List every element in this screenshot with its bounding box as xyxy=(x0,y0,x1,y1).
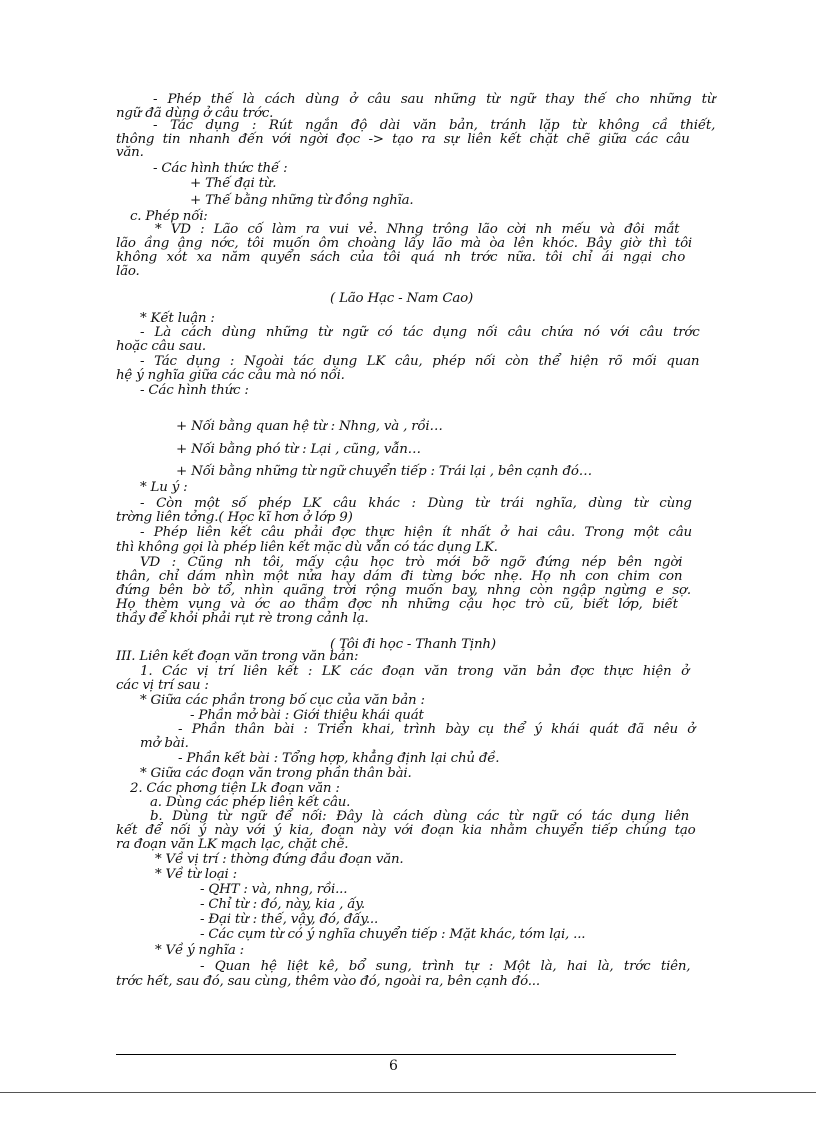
page-bottom-divider xyxy=(0,1092,816,1093)
text-line: - Các hình thức thế : xyxy=(153,161,288,176)
text-line: thông tin nhanh đến với ngời đọc -> tạo ra sự liên kết chặt chẽ giữa các câu xyxy=(116,132,690,147)
text-line: * Giữa các đoạn văn trong phần thân bài. xyxy=(140,766,412,781)
text-line: - Các hình thức : xyxy=(140,383,249,398)
text-line: 2. Các phơng tiện Lk đoạn văn : xyxy=(130,781,340,796)
text-line: đứng bên bờ tổ, nhìn quãng trời rộng muốn bay, nhng còn ngập ngừng e sợ. xyxy=(116,583,691,598)
footer-rule xyxy=(116,1054,676,1055)
text-line: - Đại từ : thế, vậy, đó, đấy... xyxy=(200,912,379,927)
text-line: không xót xa năm quyển sách của tôi quá nh trớc nữa. tôi chỉ ái ngại cho xyxy=(116,250,686,265)
text-line: ngữ đã dùng ở câu trớc. xyxy=(116,106,274,121)
text-line: hệ ý nghĩa giữa các câu mà nó nối. xyxy=(116,368,345,383)
text-line: trớc hết, sau đó, sau cùng, thêm vào đó, ngoài ra, bên cạnh đó... xyxy=(116,974,540,989)
text-line: - Phép thế là cách dùng ở câu sau những từ ngữ thay thế cho những từ xyxy=(153,92,716,107)
text-line: lão ầng ậng nớc, tôi muốn ôm choàng lấy lão mà òa lên khóc. Bây giờ thì tôi xyxy=(116,236,693,251)
text-line: trờng liên tởng.( Học kĩ hơn ở lớp 9) xyxy=(116,510,353,525)
text-line: * Giữa các phần trong bố cục của văn bản : xyxy=(140,693,425,708)
text-line: thân, chỉ dám nhìn một nửa hay dám đi từng bớc nhẹ. Họ nh con chim con xyxy=(116,569,683,584)
text-line: - Quan hệ liệt kê, bổ sung, trình tự : Một là, hai là, trớc tiên, xyxy=(200,959,691,974)
text-line: thì không gọi là phép liên kết mặc dù vẫn có tác dụng LK. xyxy=(116,540,498,555)
text-line: mở bài. xyxy=(140,736,189,751)
text-line: * Về từ loại : xyxy=(155,867,237,882)
text-line: + Nối bằng quan hệ từ : Nhng, và , rồi… xyxy=(176,419,443,434)
text-line: + Nối bằng những từ ngữ chuyển tiếp : Trái lại , bên cạnh đó… xyxy=(176,464,592,479)
text-line: VD : Cũng nh tôi, mấy cậu học trò mới bỡ ngỡ đứng nép bên ngời xyxy=(140,555,683,570)
text-line: - Tác dụng : Ngoài tác dụng LK câu, phép nối còn thể hiện rõ mối quan xyxy=(140,354,700,369)
page-number: 6 xyxy=(389,1058,398,1074)
text-line: - Còn một số phép LK câu khác : Dùng từ trái nghĩa, dùng từ cùng xyxy=(140,496,692,511)
text-line: + Thế đại từ. xyxy=(190,176,277,191)
text-line: + Thế bằng những từ đồng nghĩa. xyxy=(190,193,414,208)
text-line: ra đoạn văn LK mạch lạc, chặt chẽ. xyxy=(116,837,349,852)
text-line: văn. xyxy=(116,145,144,160)
text-line: - Tác dụng : Rút ngắn độ dài văn bản, tránh lặp từ không cầ thiết, xyxy=(153,118,716,133)
text-line: ( Tôi đi học - Thanh Tịnh) xyxy=(330,637,496,652)
text-line: - Phần kết bài : Tổng hợp, khẳng định lại chủ đề. xyxy=(178,751,500,766)
text-line: - Chỉ từ : đó, này, kia , ấy. xyxy=(200,897,365,912)
text-line: * Lu ý : xyxy=(140,480,188,495)
text-line: ( Lão Hạc - Nam Cao) xyxy=(330,291,474,306)
text-line: - Các cụm từ có ý nghĩa chuyển tiếp : Mặt khác, tóm lại, ... xyxy=(200,927,586,942)
text-line: * Kết luận : xyxy=(140,311,215,326)
text-line: - QHT : và, nhng, rồi... xyxy=(200,882,348,897)
text-line: c. Phép nối: xyxy=(130,209,208,224)
text-line: a. Dùng các phép liên kết câu. xyxy=(150,795,351,810)
text-line: * VD : Lão cố làm ra vui vẻ. Nhng trông lão cời nh mếu và đôi mắt xyxy=(155,222,680,237)
text-line: - Là cách dùng những từ ngữ có tác dụng nối câu chứa nó với câu trớc xyxy=(140,325,700,340)
text-line: * Về vị trí : thờng đứng đầu đoạn văn. xyxy=(155,852,404,867)
text-line: - Phần mở bài : Giới thiệu khái quát xyxy=(190,708,424,723)
text-line: Họ thèm vụng và ớc ao thầm đợc nh những cậu học trò cũ, biết lớp, biết xyxy=(116,597,678,612)
text-line: b. Dùng từ ngữ để nối: Đây là cách dùng các từ ngữ có tác dụng liên xyxy=(150,809,690,824)
text-line: - Phép liên kết câu phải đợc thực hiện ít nhất ở hai câu. Trong một câu xyxy=(140,525,692,540)
text-line: hoặc câu sau. xyxy=(116,339,206,354)
text-line: III. Liên kết đoạn văn trong văn bản: xyxy=(116,649,359,664)
text-line: các vị trí sau : xyxy=(116,678,209,693)
text-line: kết để nối ý này với ý kia, đoạn này với đoạn kia nhằm chuyển tiếp chúng tạo xyxy=(116,823,696,838)
text-line: 1. Các vị trí liên kết : LK các đoạn văn trong văn bản đợc thực hiện ở xyxy=(140,664,689,679)
text-line: lão. xyxy=(116,264,140,279)
text-line: - Phần thân bài : Triển khai, trình bày cụ thể ý khái quát đã nêu ở xyxy=(178,722,696,737)
text-line: * Về ý nghĩa : xyxy=(155,943,244,958)
text-line: thầy để khỏi phải rụt rè trong cảnh lạ. xyxy=(116,611,369,626)
text-line: + Nối bằng phó từ : Lại , cũng, vẫn… xyxy=(176,442,421,457)
